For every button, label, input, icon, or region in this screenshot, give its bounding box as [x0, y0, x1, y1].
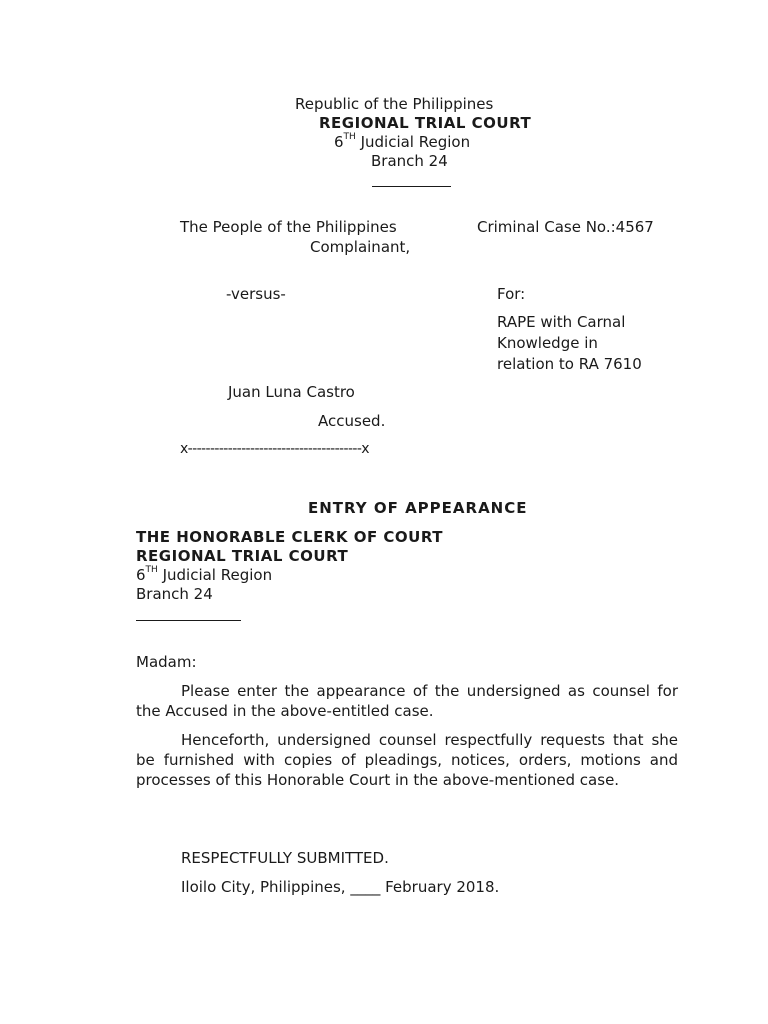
paragraph-appearance — [136, 681, 678, 721]
charge-line: relation to RA 7610 — [497, 355, 642, 373]
salutation: Madam: — [136, 653, 197, 671]
document-title: ENTRY OF APPEARANCE — [308, 499, 528, 517]
header-branch: Branch 24 — [371, 152, 448, 170]
addressee-line2: REGIONAL TRIAL COURT — [136, 547, 349, 565]
addressee-branch: Branch 24 — [136, 585, 213, 603]
header-court-name: REGIONAL TRIAL COURT — [319, 114, 532, 132]
paragraph-text: Please enter the appearance of the undersigned as counsel for the Accused in the above-entitled case. — [136, 682, 678, 720]
place-and-date: Iloilo City, Philippines, ____ February 2018. — [181, 878, 500, 896]
plaintiff-role: Complainant, — [310, 238, 411, 256]
case-number: Criminal Case No.:4567 — [477, 218, 654, 236]
header-republic: Republic of the Philippines — [295, 95, 494, 113]
caption-separator: x---------------------------------------x — [180, 441, 369, 457]
header-judicial-region — [334, 133, 470, 151]
paragraph-text: Henceforth, undersigned counsel respectfully requests that she be furnished with copies of pleadings, notices, orders, motions and processes of this Honorable Court in the above-mentioned case. — [136, 731, 678, 789]
charge-line: Knowledge in — [497, 334, 598, 352]
addressee-divider — [136, 620, 241, 621]
addressee-line1: THE HONORABLE CLERK OF COURT — [136, 528, 443, 546]
paragraph-request — [136, 730, 678, 790]
header-divider — [372, 186, 451, 187]
region-number: 6 — [136, 566, 146, 584]
region-ordinal: TH — [343, 132, 356, 142]
versus-label: -versus- — [226, 285, 286, 303]
region-text: Judicial Region — [355, 133, 471, 151]
charge-line: RAPE with Carnal — [497, 313, 626, 331]
plaintiff-name: The People of the Philippines — [180, 218, 397, 236]
charge-for-label: For: — [497, 285, 526, 303]
closing-statement: RESPECTFULLY SUBMITTED. — [181, 849, 389, 867]
region-ordinal: TH — [145, 565, 158, 575]
region-text: Judicial Region — [157, 566, 273, 584]
addressee-judicial-region — [136, 566, 272, 584]
accused-name: Juan Luna Castro — [228, 383, 355, 401]
region-number: 6 — [334, 133, 344, 151]
accused-role: Accused. — [318, 412, 386, 430]
